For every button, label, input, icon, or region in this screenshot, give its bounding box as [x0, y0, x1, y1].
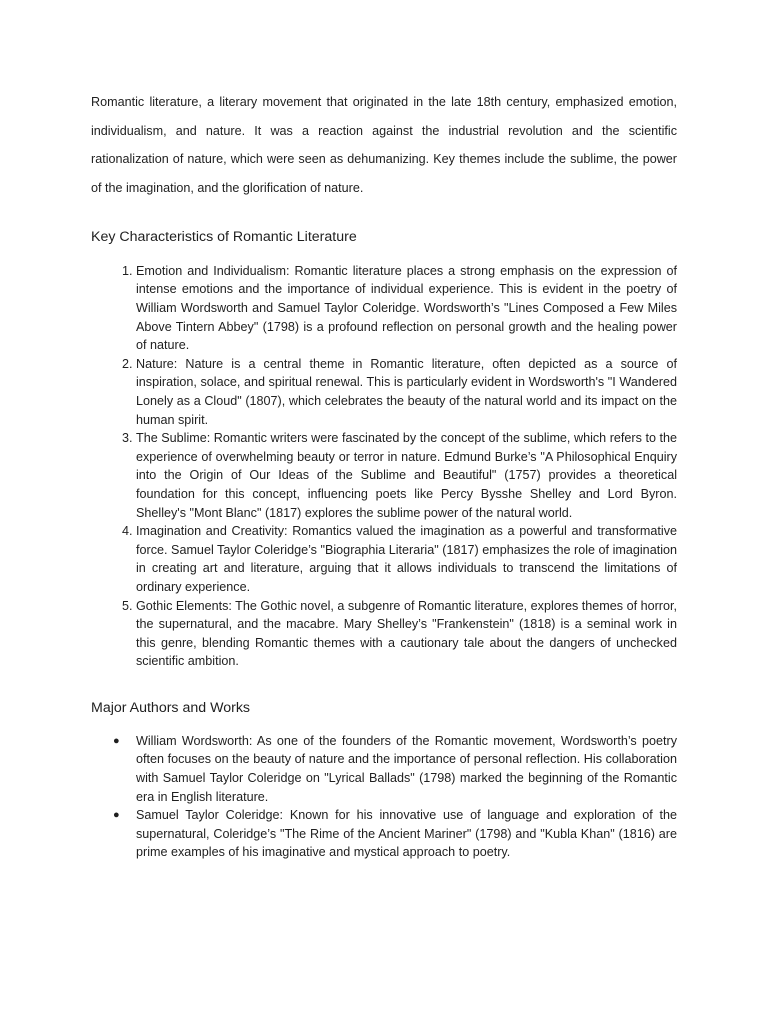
list-item: 1. Emotion and Individualism: Romantic literature places a strong emphasis on the expression of intense emotions and the importance of individual experience. This is evident in the poetry of William Wordsworth and Samuel Taylor Coleridge. Wordsworth’s "Lines Composed a Few Miles Above Tintern Abbey" (1798) is a profound reflection on personal growth and the healing power of nature.: [136, 262, 677, 355]
bullet-icon: ●: [113, 734, 120, 747]
list-item-text: William Wordsworth: As one of the founders of the Romantic movement, Wordsworth’s poetry often focuses on the beauty of nature and the importance of personal reflection. His collaboration with Samuel Taylor Coleridge on "Lyrical Ballads" (1798) marked the beginning of the Romantic era in English literature.: [136, 733, 677, 804]
authors-list: [91, 732, 677, 862]
document-page: [91, 88, 677, 862]
list-item: [113, 732, 677, 806]
list-item: 5. Gothic Elements: The Gothic novel, a subgenre of Romantic literature, explores themes of horror, the supernatural, and the macabre. Mary Shelley’s "Frankenstein" (1818) is a seminal work in this genre, blending Romantic themes with a cautionary tale about the dangers of unchecked scientific ambition.: [136, 597, 677, 671]
list-item: 2. Nature: Nature is a central theme in Romantic literature, often depicted as a source of inspiration, solace, and spiritual renewal. This is particularly evident in Wordsworth's "I Wandered Lonely as a Cloud" (1807), which celebrates the beauty of the natural world and its impact on the human spirit.: [136, 355, 677, 429]
bullet-icon: ●: [113, 809, 120, 822]
authors-heading: Major Authors and Works: [91, 699, 251, 716]
intro-paragraph: Romantic literature, a literary movement that originated in the late 18th century, emphasized emotion, individualism, and nature. It was a reaction against the industrial revolution and the scientific rationalization of nature, which were seen as dehumanizing. Key themes include the sublime, the power of the imagination, and the glorification of nature.: [91, 95, 677, 196]
list-item: 4. Imagination and Creativity: Romantics valued the imagination as a powerful and transformative force. Samuel Taylor Coleridge’s "Biographia Literaria" (1817) emphasizes the role of imagination in creating art and literature, arguing that it allows individuals to transcend the limitations of ordinary experience.: [136, 522, 677, 596]
characteristics-list: [91, 262, 677, 671]
characteristics-heading: Key Characteristics of Romantic Literature: [91, 228, 357, 245]
list-item-text: Samuel Taylor Coleridge: Known for his innovative use of language and exploration of the supernatural, Coleridge’s "The Rime of the Ancient Mariner" (1798) and "Kubla Khan" (1816) are prime examples of his imaginative and mystical approach to poetry.: [136, 808, 677, 860]
list-item: 3. The Sublime: Romantic writers were fascinated by the concept of the sublime, which refers to the experience of overwhelming beauty or terror in nature. Edmund Burke’s "A Philosophical Enquiry into the Origin of Our Ideas of the Sublime and Beautiful" (1757) provides a theoretical foundation for this concept, influencing poets like Percy Bysshe Shelley and Lord Byron. Shelley's "Mont Blanc" (1817) explores the sublime power of the natural world.: [136, 429, 677, 522]
list-item: [113, 806, 677, 862]
